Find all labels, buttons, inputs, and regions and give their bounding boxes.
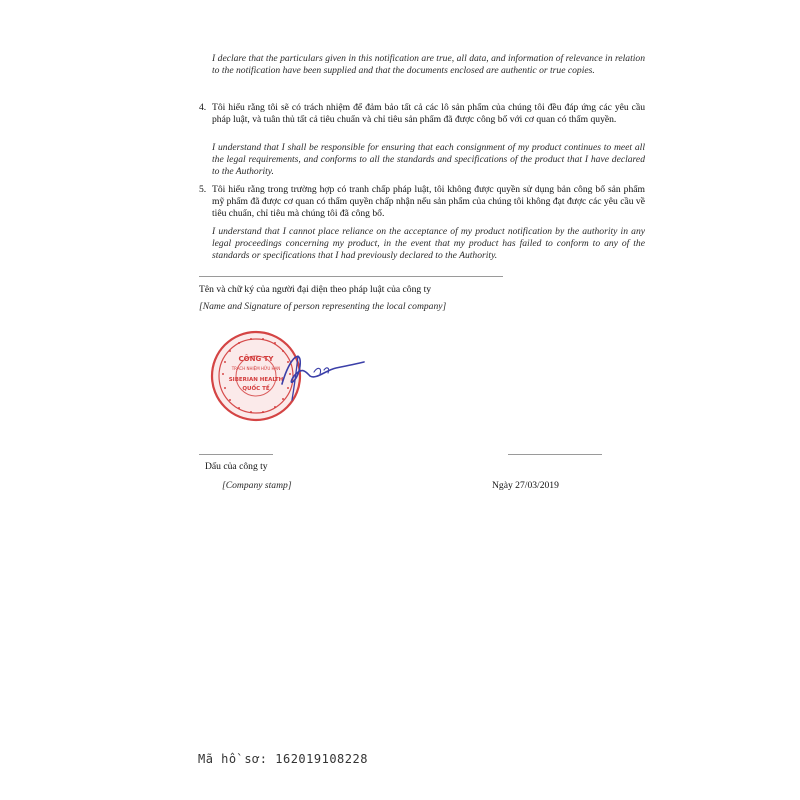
item-4-en: I understand that I shall be responsible for ensuring that each consignment of my product continues to meet all the legal requirements, and conforms to all the standards and specifications of the product that I have declared to the Authority. xyxy=(212,142,645,178)
item-5-number: 5. xyxy=(199,184,207,195)
stamp-line-left xyxy=(199,454,273,455)
dossier-code: Mã hồ sơ: 162019108228 xyxy=(198,752,368,766)
document-date: Ngày 27/03/2019 xyxy=(492,480,559,491)
declaration-en: I declare that the particulars given in this notification are true, all data, and information of relevance in relation to the notification have been supplied and that the documents enclosed are authentic or true copies. xyxy=(212,53,645,77)
item-4-vi: Tôi hiểu rằng tôi sẽ có trách nhiệm để đảm bảo tất cả các lô sản phẩm của chúng tôi đều đáp ứng các yêu cầu pháp luật, và tuân thủ tất cả tiêu chuẩn và chỉ tiêu sản phẩm đã được công bố với cơ quan có thẩm quyền. xyxy=(212,102,645,126)
signature-label-vi: Tên và chữ ký của người đại diện theo pháp luật của công ty xyxy=(199,284,432,295)
seal-svg xyxy=(206,326,366,430)
company-stamp-label-vi: Dấu của công ty xyxy=(205,461,268,472)
item-5-vi: Tôi hiểu rằng trong trường hợp có tranh chấp pháp luật, tôi không được quyền sử dụng bản công bố sản phẩm mỹ phẩm đã được cơ quan có thẩm quyền chấp nhận nếu sản phẩm của chúng tôi không đạt được các yêu cầu về tiêu chuẩn, chỉ tiêu mà chúng tôi đã công bố. xyxy=(212,184,645,220)
seal-line-1: CÔNG TY xyxy=(238,355,274,363)
item-4-number: 4. xyxy=(199,102,207,113)
item-5-en: I understand that I cannot place reliance on the acceptance of my product notification by the authority in any legal proceedings concerning my product, in the event that my product has failed to conform to any of the standards or specifications that I had previously declared to the Authority. xyxy=(212,226,645,262)
company-seal-with-signature xyxy=(206,326,366,430)
seal-line-3: SIBERIAN HEALTH xyxy=(228,377,284,383)
company-stamp-label-en: [Company stamp] xyxy=(222,480,292,491)
stamp-line-right xyxy=(508,454,602,455)
seal-line-2: TRÁCH NHIỆM HỮU HẠN xyxy=(231,366,281,371)
signature-divider xyxy=(199,276,503,277)
seal-line-4: QUỐC TẾ xyxy=(242,386,270,392)
signature-label-en: [Name and Signature of person representing the local company] xyxy=(199,301,447,312)
